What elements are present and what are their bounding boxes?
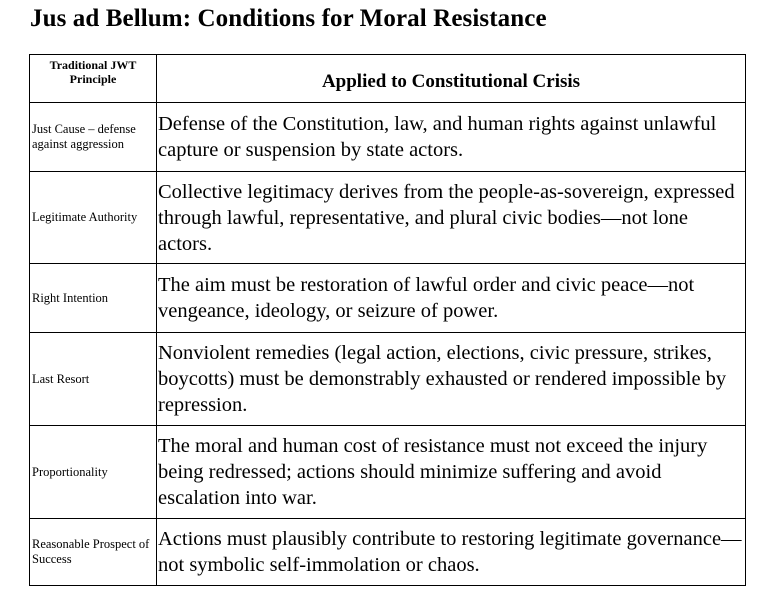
applied-cell: Nonviolent remedies (legal action, elections, civic pressure, strikes, boycotts) must be demonstrably exhausted or rendered impossible by repression.: [157, 333, 746, 426]
principle-cell: Reasonable Prospect of Success: [30, 519, 157, 586]
table-row: [30, 264, 746, 333]
applied-cell: Defense of the Constitution, law, and human rights against unlawful capture or suspension by state actors.: [157, 103, 746, 172]
page-title: Jus ad Bellum: Conditions for Moral Resistance: [30, 5, 547, 32]
table-row: [30, 172, 746, 264]
table-row: [30, 103, 746, 172]
principle-cell: Proportionality: [30, 426, 157, 519]
applied-cell: The moral and human cost of resistance must not exceed the injury being redressed; actions should minimize suffering and avoid escalation into war.: [157, 426, 746, 519]
header-principle: Traditional JWT Principle: [30, 55, 157, 103]
principle-cell: Right Intention: [30, 264, 157, 333]
principle-cell: Just Cause – defense against aggression: [30, 103, 157, 172]
applied-cell: The aim must be restoration of lawful order and civic peace—not vengeance, ideology, or seizure of power.: [157, 264, 746, 333]
table-row: [30, 519, 746, 586]
table-header-row: [30, 55, 746, 103]
applied-cell: Collective legitimacy derives from the people-as-sovereign, expressed through lawful, representative, and plural civic bodies—not lone actors.: [157, 172, 746, 264]
table-row: [30, 333, 746, 426]
principles-table: [29, 54, 746, 586]
principle-cell: Last Resort: [30, 333, 157, 426]
principle-cell: Legitimate Authority: [30, 172, 157, 264]
table-row: [30, 426, 746, 519]
applied-cell: Actions must plausibly contribute to restoring legitimate governance—not symbolic self-immolation or chaos.: [157, 519, 746, 586]
header-applied: Applied to Constitutional Crisis: [157, 55, 746, 103]
